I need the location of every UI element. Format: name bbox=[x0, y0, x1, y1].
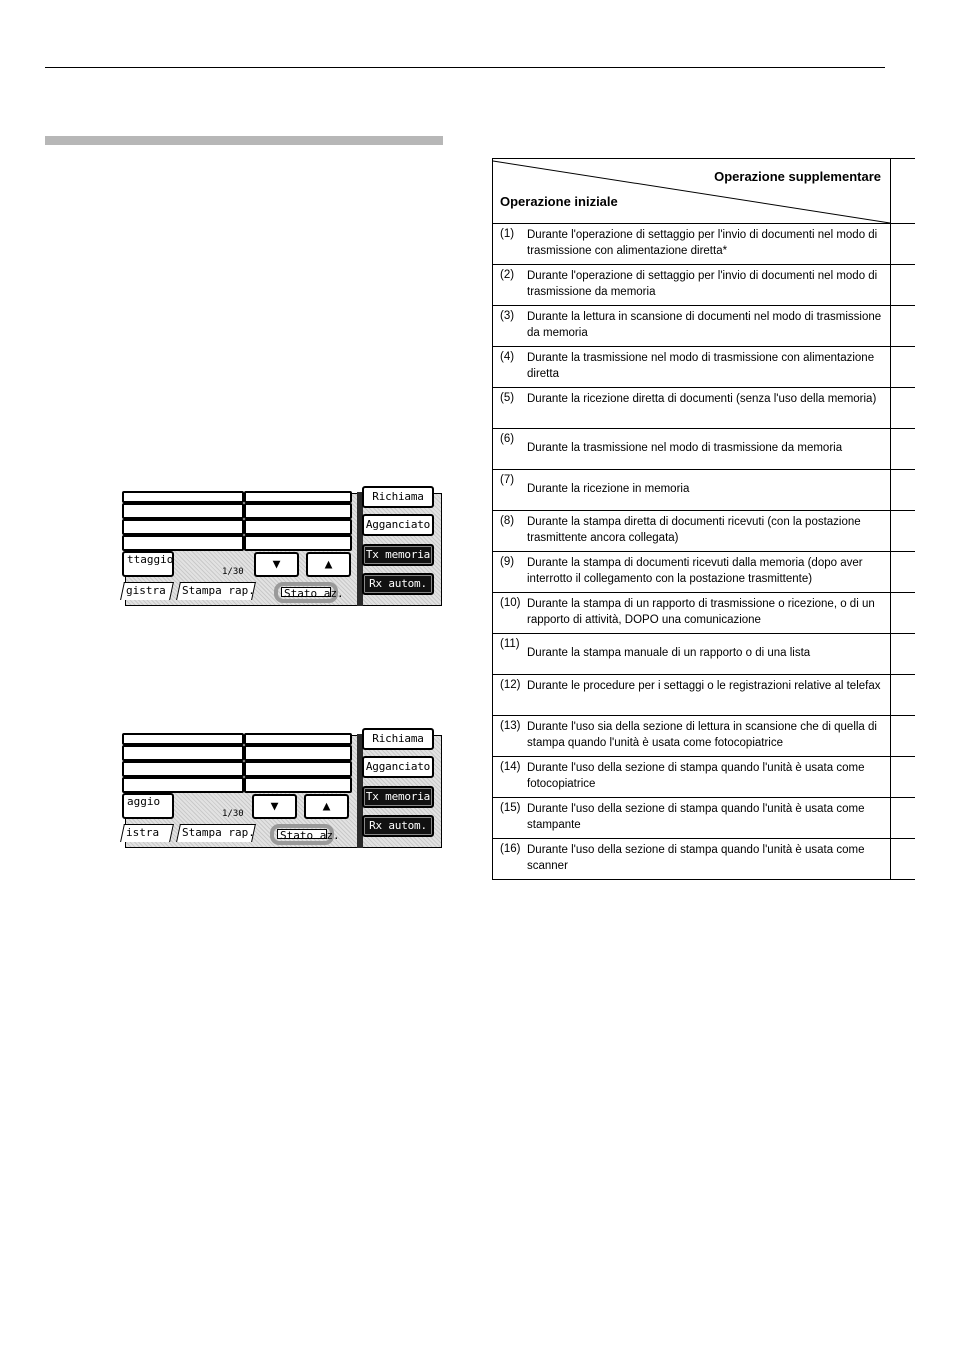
table-row bbox=[493, 388, 915, 429]
row-description: Durante la trasmissione nel modo di trasmissione con alimentazione diretta bbox=[527, 352, 875, 380]
table-row bbox=[493, 511, 915, 552]
tab-registra[interactable]: gistra bbox=[120, 582, 174, 600]
row-description: Durante l'operazione di settaggio per l'invio di documenti nel modo di trasmissione da memoria bbox=[527, 270, 878, 298]
row-description: Durante la stampa di un rapporto di trasmissione o ricezione, o di un rapporto di attività, DOPO una comunicazione bbox=[527, 598, 875, 626]
table-row bbox=[493, 470, 915, 511]
row-extra-cell bbox=[891, 716, 915, 757]
row-description: Durante la lettura in scansione di documenti nel modo di trasmissione da memoria bbox=[527, 311, 882, 339]
row-number: (9) bbox=[500, 556, 515, 568]
header-rule bbox=[45, 67, 885, 68]
list-cell bbox=[122, 491, 244, 503]
tx-memoria-button[interactable]: Tx memoria bbox=[362, 786, 434, 808]
tx-memoria-button[interactable]: Tx memoria bbox=[362, 544, 434, 566]
list-cell bbox=[244, 519, 352, 535]
row-number: (1) bbox=[500, 228, 515, 240]
list-cell bbox=[122, 503, 244, 519]
row-description-cell bbox=[493, 265, 891, 306]
tab-stato-az-highlighted[interactable] bbox=[274, 582, 344, 603]
row-number: (6) bbox=[500, 433, 515, 445]
richiama-button[interactable]: Richiama bbox=[362, 728, 434, 750]
table-row bbox=[493, 552, 915, 593]
row-description: Durante l'operazione di settaggio per l'invio di documenti nel modo di trasmissione con alimentazione diretta* bbox=[527, 229, 878, 257]
table-row bbox=[493, 265, 915, 306]
list-cell bbox=[244, 745, 352, 761]
list-cell bbox=[244, 761, 352, 777]
row-description-cell bbox=[493, 593, 891, 634]
agganciato-button[interactable]: Agganciato bbox=[362, 756, 434, 778]
row-description: Durante la ricezione diretta di documenti (senza l'uso della memoria) bbox=[527, 393, 877, 405]
settaggio-button[interactable]: aggio bbox=[122, 793, 174, 819]
touch-panel-screenshot-2 bbox=[125, 732, 442, 848]
row-number: (16) bbox=[500, 843, 521, 855]
row-number: (12) bbox=[500, 679, 521, 691]
row-number: (14) bbox=[500, 761, 521, 773]
table-row bbox=[493, 839, 915, 880]
scroll-down-button[interactable] bbox=[252, 794, 297, 819]
arrow-down-icon: ▼ bbox=[270, 799, 279, 814]
agganciato-button[interactable]: Agganciato bbox=[362, 514, 434, 536]
row-extra-cell bbox=[891, 675, 915, 716]
table-row bbox=[493, 716, 915, 757]
table-row bbox=[493, 634, 915, 675]
row-extra-cell bbox=[891, 511, 915, 552]
row-extra-cell bbox=[891, 757, 915, 798]
row-description: Durante la trasmissione nel modo di trasmissione da memoria bbox=[527, 442, 843, 454]
row-description-cell bbox=[493, 716, 891, 757]
row-extra-cell bbox=[891, 388, 915, 429]
tab-stato-az-label: Stato az. bbox=[281, 587, 331, 597]
scroll-down-button[interactable] bbox=[254, 552, 299, 577]
row-description-cell bbox=[493, 757, 891, 798]
tab-stampa-rap[interactable]: Stampa rap. bbox=[176, 824, 256, 842]
row-number: (8) bbox=[500, 515, 515, 527]
row-extra-cell bbox=[891, 224, 915, 265]
row-number: (3) bbox=[500, 310, 515, 322]
row-description: Durante la stampa diretta di documenti ricevuti (con la postazione trasmittente ancora collegata) bbox=[527, 516, 861, 544]
row-extra-cell bbox=[891, 634, 915, 675]
settaggio-button[interactable]: ttaggio bbox=[122, 551, 174, 577]
operations-table bbox=[492, 158, 915, 880]
row-description-cell bbox=[493, 224, 891, 265]
tab-registra[interactable]: istra bbox=[120, 824, 174, 842]
list-cell bbox=[122, 745, 244, 761]
row-description-cell bbox=[493, 429, 891, 470]
tab-stato-az-label: Stato az. bbox=[277, 829, 327, 839]
rx-autom-button[interactable]: Rx autom. bbox=[362, 815, 434, 837]
rx-autom-button[interactable]: Rx autom. bbox=[362, 573, 434, 595]
row-number: (7) bbox=[500, 474, 515, 486]
row-extra-cell bbox=[891, 347, 915, 388]
row-description-cell bbox=[493, 798, 891, 839]
row-number: (4) bbox=[500, 351, 515, 363]
tab-stato-az-highlighted[interactable] bbox=[270, 824, 340, 845]
row-description-cell bbox=[493, 306, 891, 347]
header-supplementary-operation: Operazione supplementare bbox=[714, 169, 881, 184]
list-cell bbox=[122, 761, 244, 777]
row-number: (10) bbox=[500, 597, 521, 609]
row-description-cell bbox=[493, 839, 891, 880]
row-description-cell bbox=[493, 552, 891, 593]
list-cell bbox=[244, 733, 352, 745]
list-cell bbox=[122, 535, 244, 551]
table-row bbox=[493, 798, 915, 839]
table-row bbox=[493, 757, 915, 798]
arrow-down-icon: ▼ bbox=[272, 557, 281, 572]
list-cell bbox=[244, 535, 352, 551]
table-row bbox=[493, 347, 915, 388]
row-description: Durante la ricezione in memoria bbox=[527, 483, 690, 495]
row-number: (13) bbox=[500, 720, 521, 732]
row-description-cell bbox=[493, 511, 891, 552]
tab-stampa-rap[interactable]: Stampa rap. bbox=[176, 582, 256, 600]
row-description: Durante l'uso della sezione di stampa quando l'unità è usata come stampante bbox=[527, 803, 865, 831]
arrow-up-icon: ▲ bbox=[324, 557, 333, 572]
table-row bbox=[493, 306, 915, 347]
row-number: (5) bbox=[500, 392, 515, 404]
arrow-up-icon: ▲ bbox=[322, 799, 331, 814]
page-indicator: 1/30 bbox=[222, 809, 244, 819]
row-extra-cell bbox=[891, 798, 915, 839]
richiama-button[interactable]: Richiama bbox=[362, 486, 434, 508]
header-initial-operation: Operazione iniziale bbox=[500, 194, 618, 209]
row-extra-cell bbox=[891, 552, 915, 593]
scroll-up-button[interactable] bbox=[304, 794, 349, 819]
table-row bbox=[493, 224, 915, 265]
row-description: Durante l'uso della sezione di stampa quando l'unità è usata come fotocopiatrice bbox=[527, 762, 865, 790]
row-description-cell bbox=[493, 347, 891, 388]
list-cell bbox=[244, 491, 352, 503]
row-description-cell bbox=[493, 388, 891, 429]
row-extra-cell bbox=[891, 306, 915, 347]
row-description: Durante l'uso della sezione di stampa quando l'unità è usata come scanner bbox=[527, 844, 865, 872]
row-extra-cell bbox=[891, 265, 915, 306]
table-row bbox=[493, 593, 915, 634]
scroll-up-button[interactable] bbox=[306, 552, 351, 577]
table-header-diagonal-cell bbox=[493, 159, 891, 224]
row-extra-cell bbox=[891, 470, 915, 511]
list-cell bbox=[122, 733, 244, 745]
row-description: Durante la stampa di documenti ricevuti dalla memoria (dopo aver interrotto il collegamento con la postazione trasmittente) bbox=[527, 557, 863, 585]
table-row bbox=[493, 675, 915, 716]
list-cell bbox=[122, 519, 244, 535]
row-number: (15) bbox=[500, 802, 521, 814]
row-extra-cell bbox=[891, 839, 915, 880]
row-extra-cell bbox=[891, 429, 915, 470]
row-description: Durante la stampa manuale di un rapporto o di una lista bbox=[527, 647, 811, 659]
page-indicator: 1/30 bbox=[222, 567, 244, 577]
list-cell bbox=[122, 777, 244, 793]
table-header-extra-cell bbox=[891, 159, 915, 224]
row-description-cell bbox=[493, 675, 891, 716]
row-extra-cell bbox=[891, 593, 915, 634]
row-description-cell bbox=[493, 634, 891, 675]
row-number: (11) bbox=[500, 638, 520, 650]
row-description: Durante l'uso sia della sezione di lettura in scansione che di quella di stampa quando l'unità è usata come fotocopiatrice bbox=[527, 721, 877, 749]
row-description-cell bbox=[493, 470, 891, 511]
table-row bbox=[493, 429, 915, 470]
section-heading-bar bbox=[45, 136, 443, 145]
touch-panel-screenshot-1 bbox=[125, 490, 442, 606]
list-cell bbox=[244, 777, 352, 793]
row-description: Durante le procedure per i settaggi o le registrazioni relative al telefax bbox=[527, 680, 881, 692]
row-number: (2) bbox=[500, 269, 515, 281]
list-cell bbox=[244, 503, 352, 519]
